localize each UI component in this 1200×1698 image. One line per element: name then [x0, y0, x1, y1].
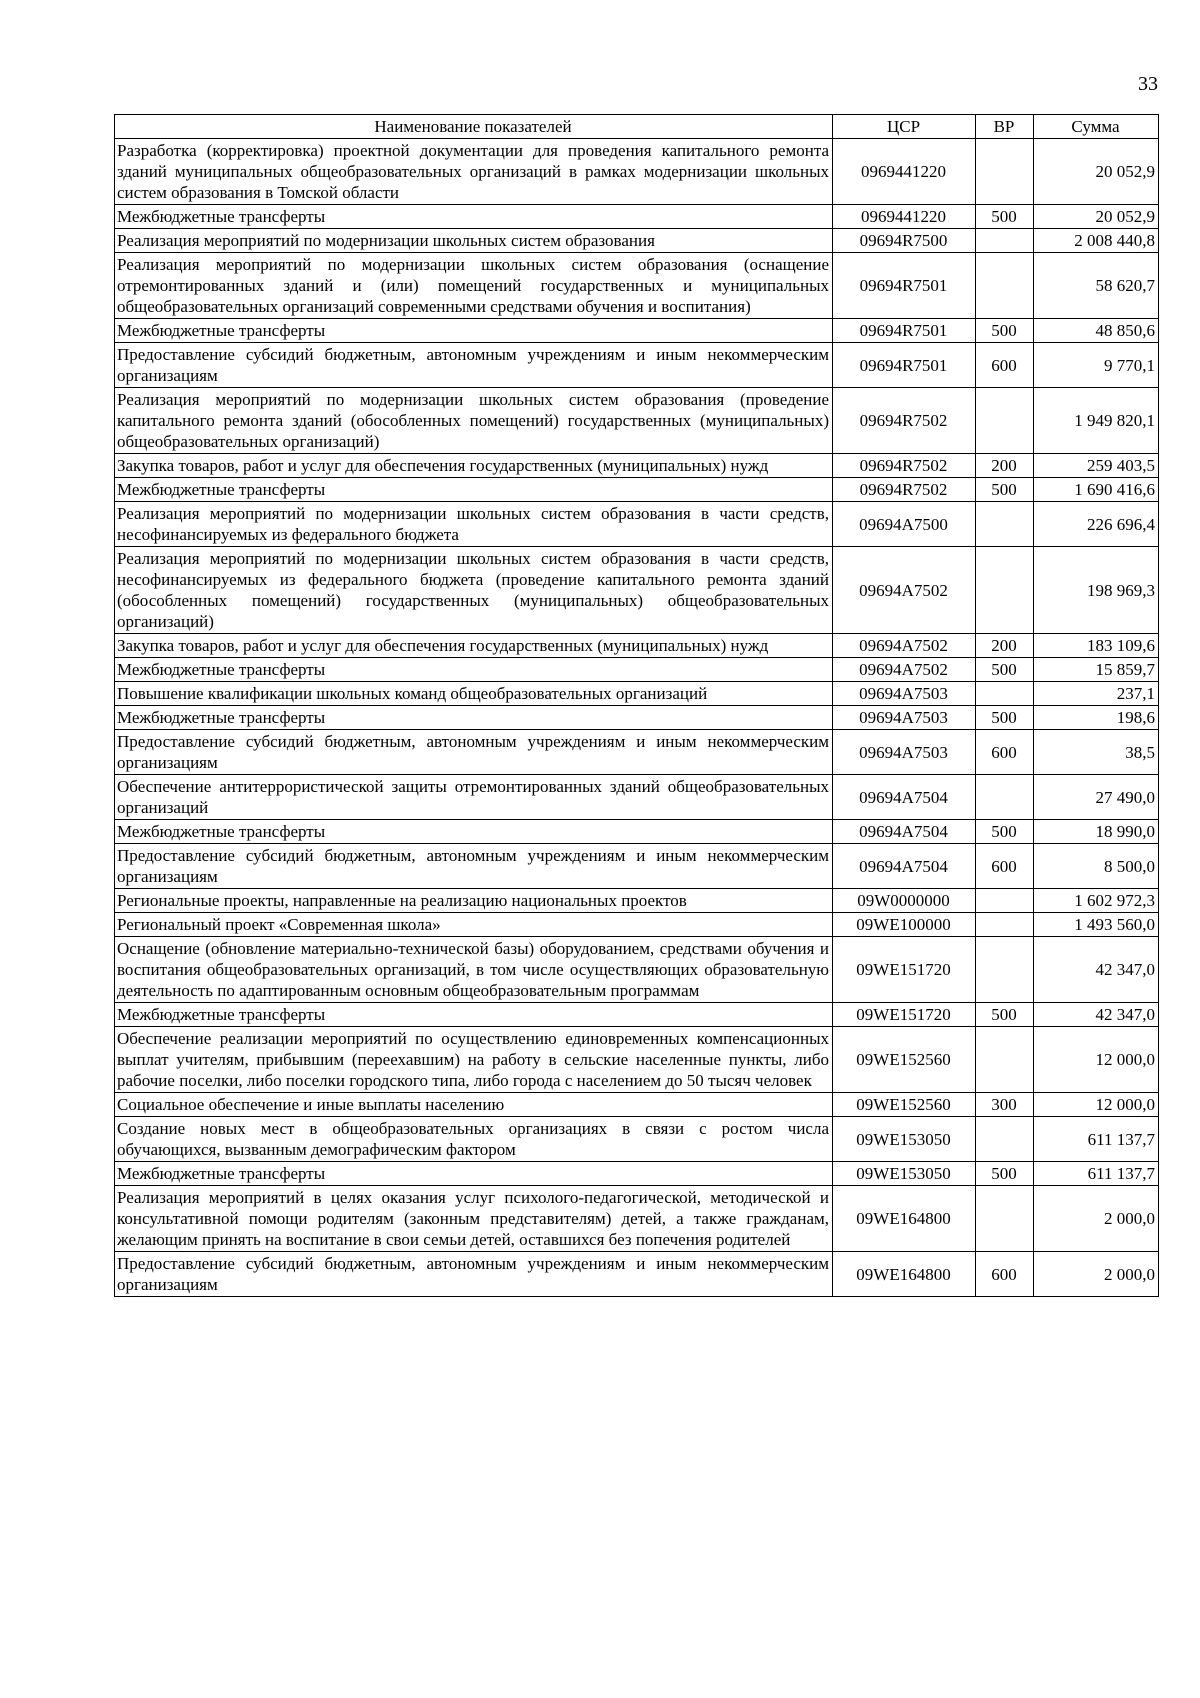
cell-sum: 2 000,0 [1034, 1252, 1159, 1297]
cell-name: Разработка (корректировка) проектной документации для проведения капитального ремонта зданий муниципальных общеобразовательных организаций в рамках модернизации школьных систем образования в Томской области [115, 139, 833, 205]
cell-vr [976, 388, 1034, 454]
cell-sum: 1 493 560,0 [1034, 913, 1159, 937]
cell-sum: 15 859,7 [1034, 658, 1159, 682]
cell-vr [976, 775, 1034, 820]
cell-name: Межбюджетные трансферты [115, 478, 833, 502]
cell-vr: 500 [976, 478, 1034, 502]
cell-vr [976, 889, 1034, 913]
cell-sum: 58 620,7 [1034, 253, 1159, 319]
header-csr: ЦСР [833, 115, 976, 139]
cell-sum: 611 137,7 [1034, 1162, 1159, 1186]
budget-table [114, 114, 1159, 1297]
table-row [115, 229, 1159, 253]
header-sum: Сумма [1034, 115, 1159, 139]
cell-name: Межбюджетные трансферты [115, 319, 833, 343]
cell-vr [976, 253, 1034, 319]
cell-name: Реализация мероприятий по модернизации школьных систем образования [115, 229, 833, 253]
cell-csr: 09694A7504 [833, 844, 976, 889]
header-vr: ВР [976, 115, 1034, 139]
cell-csr: 09694A7504 [833, 775, 976, 820]
cell-vr [976, 139, 1034, 205]
cell-name: Предоставление субсидий бюджетным, автономным учреждениям и иным некоммерческим организациям [115, 844, 833, 889]
cell-vr [976, 937, 1034, 1003]
table-row [115, 820, 1159, 844]
cell-vr: 600 [976, 730, 1034, 775]
cell-csr: 09WE151720 [833, 1003, 976, 1027]
cell-sum: 183 109,6 [1034, 634, 1159, 658]
cell-csr: 0969441220 [833, 205, 976, 229]
cell-vr: 600 [976, 343, 1034, 388]
cell-name: Создание новых мест в общеобразовательных организациях в связи с ростом числа обучающихся, вызванным демографическим фактором [115, 1117, 833, 1162]
table-row [115, 658, 1159, 682]
cell-csr: 09694R7502 [833, 454, 976, 478]
cell-vr: 500 [976, 319, 1034, 343]
cell-name: Предоставление субсидий бюджетным, автономным учреждениям и иным некоммерческим организациям [115, 1252, 833, 1297]
table-row [115, 388, 1159, 454]
table-body [115, 139, 1159, 1297]
table-row [115, 454, 1159, 478]
cell-csr: 09694R7501 [833, 343, 976, 388]
cell-name: Реализация мероприятий по модернизации школьных систем образования в части средств, несофинансируемых из федерального бюджета (проведение капитального ремонта зданий (обособленных помещений) государственных (муниципальных) общеобразовательных организаций) [115, 547, 833, 634]
cell-sum: 237,1 [1034, 682, 1159, 706]
cell-sum: 20 052,9 [1034, 139, 1159, 205]
cell-sum: 259 403,5 [1034, 454, 1159, 478]
cell-vr [976, 1186, 1034, 1252]
cell-name: Оснащение (обновление материально-технической базы) оборудованием, средствами обучения и воспитания общеобразовательных организаций, в том числе осуществляющих образовательную деятельность по адаптированным основным общеобразовательным программам [115, 937, 833, 1003]
cell-sum: 2 000,0 [1034, 1186, 1159, 1252]
cell-sum: 8 500,0 [1034, 844, 1159, 889]
cell-name: Предоставление субсидий бюджетным, автономным учреждениям и иным некоммерческим организациям [115, 730, 833, 775]
cell-sum: 12 000,0 [1034, 1093, 1159, 1117]
table-row [115, 1117, 1159, 1162]
cell-name: Обеспечение реализации мероприятий по осуществлению единовременных компенсационных выплат учителям, прибывшим (переехавшим) на работу в сельские населенные пункты, либо рабочие поселки, либо поселки городского типа, либо города с населением до 50 тысяч человек [115, 1027, 833, 1093]
cell-sum: 198 969,3 [1034, 547, 1159, 634]
cell-sum: 9 770,1 [1034, 343, 1159, 388]
cell-vr: 200 [976, 634, 1034, 658]
cell-csr: 09WE153050 [833, 1117, 976, 1162]
cell-vr: 500 [976, 658, 1034, 682]
cell-sum: 42 347,0 [1034, 937, 1159, 1003]
cell-csr: 09WE152560 [833, 1093, 976, 1117]
cell-csr: 09WE164800 [833, 1252, 976, 1297]
cell-csr: 09WE153050 [833, 1162, 976, 1186]
cell-vr [976, 1027, 1034, 1093]
table-row [115, 775, 1159, 820]
cell-vr: 300 [976, 1093, 1034, 1117]
cell-name: Социальное обеспечение и иные выплаты населению [115, 1093, 833, 1117]
cell-csr: 09694R7500 [833, 229, 976, 253]
cell-name: Региональный проект «Современная школа» [115, 913, 833, 937]
table-row [115, 502, 1159, 547]
table-row [115, 937, 1159, 1003]
cell-csr: 09694A7503 [833, 682, 976, 706]
cell-vr [976, 1117, 1034, 1162]
cell-csr: 09694A7504 [833, 820, 976, 844]
cell-name: Обеспечение антитеррористической защиты отремонтированных зданий общеобразовательных организаций [115, 775, 833, 820]
table-row [115, 706, 1159, 730]
cell-name: Межбюджетные трансферты [115, 1162, 833, 1186]
cell-vr: 600 [976, 844, 1034, 889]
table-row [115, 319, 1159, 343]
cell-csr: 09WE151720 [833, 937, 976, 1003]
table-row [115, 253, 1159, 319]
table-row [115, 547, 1159, 634]
cell-vr: 600 [976, 1252, 1034, 1297]
cell-vr [976, 502, 1034, 547]
cell-name: Повышение квалификации школьных команд общеобразовательных организаций [115, 682, 833, 706]
cell-name: Реализация мероприятий по модернизации школьных систем образования в части средств, несофинансируемых из федерального бюджета [115, 502, 833, 547]
page-number: 33 [1138, 73, 1158, 95]
cell-csr: 09694R7501 [833, 319, 976, 343]
cell-vr [976, 913, 1034, 937]
table-row [115, 1003, 1159, 1027]
cell-name: Межбюджетные трансферты [115, 706, 833, 730]
cell-sum: 1 690 416,6 [1034, 478, 1159, 502]
cell-name: Межбюджетные трансферты [115, 820, 833, 844]
cell-vr [976, 547, 1034, 634]
table-header-row [115, 115, 1159, 139]
cell-csr: 09694A7502 [833, 634, 976, 658]
cell-csr: 0969441220 [833, 139, 976, 205]
cell-vr [976, 682, 1034, 706]
cell-vr: 500 [976, 1003, 1034, 1027]
cell-vr: 200 [976, 454, 1034, 478]
table-row [115, 889, 1159, 913]
cell-name: Реализация мероприятий по модернизации школьных систем образования (проведение капитального ремонта зданий (обособленных помещений) государственных (муниципальных) общеобразовательных организаций) [115, 388, 833, 454]
cell-sum: 38,5 [1034, 730, 1159, 775]
cell-csr: 09694R7501 [833, 253, 976, 319]
cell-sum: 1 949 820,1 [1034, 388, 1159, 454]
cell-sum: 12 000,0 [1034, 1027, 1159, 1093]
cell-sum: 1 602 972,3 [1034, 889, 1159, 913]
cell-name: Реализация мероприятий в целях оказания услуг психолого-педагогической, методической и консультативной помощи родителям (законным представителям) детей, а также гражданам, желающим принять на воспитание в свои семьи детей, оставшихся без попечения родителей [115, 1186, 833, 1252]
cell-vr: 500 [976, 205, 1034, 229]
cell-sum: 611 137,7 [1034, 1117, 1159, 1162]
cell-name: Предоставление субсидий бюджетным, автономным учреждениям и иным некоммерческим организациям [115, 343, 833, 388]
cell-csr: 09694A7503 [833, 706, 976, 730]
table-row [115, 1252, 1159, 1297]
cell-name: Межбюджетные трансферты [115, 658, 833, 682]
cell-csr: 09W0000000 [833, 889, 976, 913]
table-row [115, 205, 1159, 229]
table-row [115, 478, 1159, 502]
cell-vr: 500 [976, 706, 1034, 730]
table-row [115, 730, 1159, 775]
cell-name: Межбюджетные трансферты [115, 205, 833, 229]
cell-csr: 09694A7503 [833, 730, 976, 775]
cell-csr: 09694A7502 [833, 658, 976, 682]
cell-sum: 42 347,0 [1034, 1003, 1159, 1027]
table-row [115, 1093, 1159, 1117]
cell-name: Закупка товаров, работ и услуг для обеспечения государственных (муниципальных) нужд [115, 454, 833, 478]
table-row [115, 343, 1159, 388]
cell-name: Закупка товаров, работ и услуг для обеспечения государственных (муниципальных) нужд [115, 634, 833, 658]
table-row [115, 682, 1159, 706]
cell-vr: 500 [976, 820, 1034, 844]
cell-csr: 09694A7502 [833, 547, 976, 634]
cell-vr [976, 229, 1034, 253]
cell-sum: 18 990,0 [1034, 820, 1159, 844]
cell-name: Региональные проекты, направленные на реализацию национальных проектов [115, 889, 833, 913]
table-row [115, 1027, 1159, 1093]
cell-sum: 20 052,9 [1034, 205, 1159, 229]
cell-csr: 09694A7500 [833, 502, 976, 547]
table-row [115, 1186, 1159, 1252]
cell-sum: 27 490,0 [1034, 775, 1159, 820]
cell-csr: 09694R7502 [833, 478, 976, 502]
cell-sum: 2 008 440,8 [1034, 229, 1159, 253]
cell-vr: 500 [976, 1162, 1034, 1186]
cell-sum: 226 696,4 [1034, 502, 1159, 547]
cell-csr: 09WE100000 [833, 913, 976, 937]
cell-csr: 09694R7502 [833, 388, 976, 454]
table-row [115, 139, 1159, 205]
cell-sum: 48 850,6 [1034, 319, 1159, 343]
cell-csr: 09WE152560 [833, 1027, 976, 1093]
cell-sum: 198,6 [1034, 706, 1159, 730]
table-row [115, 913, 1159, 937]
header-name: Наименование показателей [115, 115, 833, 139]
cell-name: Реализация мероприятий по модернизации школьных систем образования (оснащение отремонтированных зданий и (или) помещений государственных и муниципальных общеобразовательных организаций современными средствами обучения и воспитания) [115, 253, 833, 319]
cell-csr: 09WE164800 [833, 1186, 976, 1252]
table-row [115, 844, 1159, 889]
table-row [115, 1162, 1159, 1186]
table-row [115, 634, 1159, 658]
cell-name: Межбюджетные трансферты [115, 1003, 833, 1027]
